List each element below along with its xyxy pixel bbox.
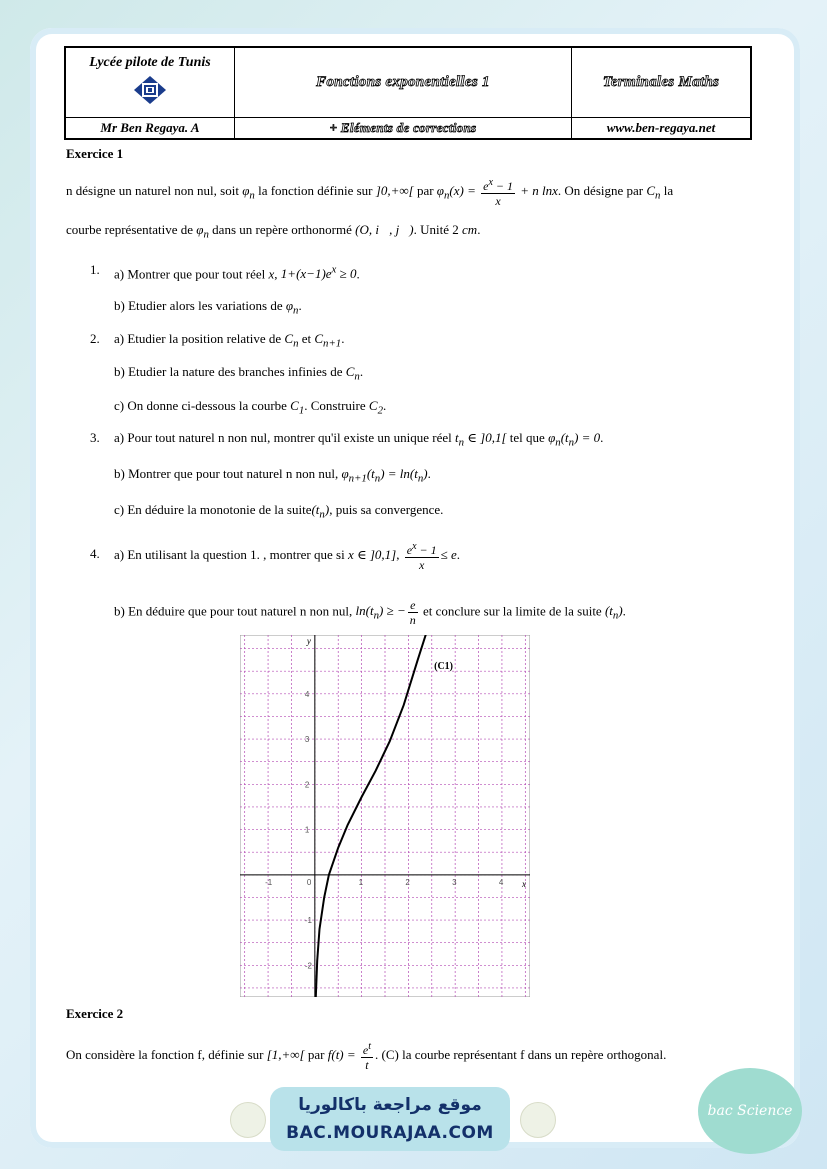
sheet-subtitle: + Eléments de corrections (329, 119, 477, 135)
footer-site[interactable]: BAC.MOURAJAA.COM (286, 1123, 494, 1143)
y-axis-label: y (306, 636, 311, 646)
school-cell (65, 47, 235, 117)
q4-number: 4. (90, 546, 100, 561)
y-tick-label: 1 (304, 825, 310, 835)
q1a: a) Montrer que pour tout réel x, $1+(x-1)e^x \ge 0$. (114, 264, 360, 282)
school-logo-icon (133, 75, 167, 105)
curve-c1-graph (240, 635, 530, 997)
q4a: a) En utilisant la question 1. , montrer que si x ∈ ]0,1], $\frac{e^x - 1}{x}$ ≤ e. (114, 541, 461, 572)
y-tick-label: 4 (304, 689, 310, 699)
footer-badge-right-icon (520, 1102, 556, 1138)
q4a-text: a) En utilisant la question 1. , montrer que si (114, 546, 345, 562)
x-tick-label: -1 (265, 877, 273, 887)
title-cell (235, 47, 572, 117)
intro2-text-b: dans un repère orthonormé (212, 222, 352, 237)
q1b: b) Etudier alors les variations de $\varphi_n$. (114, 298, 302, 317)
q3c-text-2: , puis sa convergence. (329, 502, 444, 517)
ex1-intro-line1: n désigne un naturel non nul, soit $\varphi_n$ la fonction définie sur ]0,+∞[ par $\varphi_n(x)$ = $\frac{e^x - 1}{x}$ + n lnx. On désigne par $C_n$ la (66, 177, 674, 208)
ex2-text-c: . (C) la courbe représentant f dans un repère orthogonal. (375, 1046, 667, 1062)
x-tick-label: 2 (405, 877, 410, 887)
q3b-text: b) Montrer que pour tout naturel n non nul, (114, 466, 339, 481)
q2b: b) Etudier la nature des branches infinies de $C_n$. (114, 364, 364, 383)
level-cell (572, 47, 752, 117)
y-tick-label: 3 (304, 735, 310, 745)
intro-text-b: la fonction définie sur (258, 182, 373, 198)
teacher-name: Mr Ben Regaya. A (65, 117, 235, 139)
unit-label: cm (462, 222, 478, 237)
exercise-1-heading: Exercice 1 (66, 146, 124, 161)
q2-number: 2. (90, 331, 100, 346)
ex1-intro-line2: courbe représentative de $\varphi_n$ dans un repère orthonormé (O, i⃗, j⃗). Unité 2 cm. (66, 222, 481, 241)
q4b-text-2: et conclure sur la limite de la suite (423, 603, 602, 619)
q3a: a) Pour tout naturel n non nul, montrer qu'il existe un unique réel $t_n$ ∈ ]0,1[ tel que $\varphi_n(t_n) = 0$. (114, 430, 604, 449)
curve-c1-label: (C1) (434, 660, 454, 672)
intro-text-c: par (416, 182, 434, 198)
intro-text-a: n désigne un naturel non nul, soit (66, 182, 239, 198)
q3c: c) En déduire la monotonie de la $suite(t_n)$, puis sa convergence. (114, 502, 444, 521)
q4b-text: b) En déduire que pour tout naturel n non nul, (114, 603, 353, 619)
exercise-2-heading: Exercice 2 (66, 1006, 124, 1021)
x-tick-label: 1 (358, 877, 364, 887)
q2a: a) Etudier la position relative de $C_n$ et $C_{n+1}$. (114, 331, 345, 350)
q3c-text: c) En déduire la monotonie de la suite (114, 502, 312, 517)
q4b: b) En déduire que pour tout naturel n non nul, $\ln(t_n)$ ≥ − $\frac{e}{n}$ et conclure sur la limite de la suite $(t_n)$. (114, 598, 626, 627)
q2a-text: a) Etudier la position relative de (114, 331, 282, 346)
q2c-text: c) On donne ci-dessous la courbe (114, 398, 287, 413)
q1a-text: a) Montrer que pour tout réel (114, 266, 266, 282)
x-tick-label: 4 (498, 877, 504, 887)
sheet-title: Fonctions exponentielles 1 (316, 73, 490, 90)
y-tick-label: -2 (304, 961, 312, 971)
footer-badge-left-icon (230, 1102, 266, 1138)
website-link[interactable]: www.ben-regaya.net (572, 117, 752, 139)
ex2-text-b: par (307, 1046, 325, 1062)
q1-number: 1. (90, 262, 100, 277)
q3a-text-2: tel que (509, 430, 545, 445)
x-tick-label: 0 (306, 877, 312, 887)
footer-arabic: موقع مراجعة باكالوريا (298, 1095, 482, 1115)
footer-banner[interactable] (270, 1087, 510, 1151)
q2b-text: b) Etudier la nature des branches infinies de (114, 364, 343, 379)
bac-science-logo: bac Science (698, 1068, 802, 1154)
x-axis-label: x (522, 878, 526, 889)
intro-text-e: la (663, 182, 674, 198)
q1b-text: b) Etudier alors les variations de (114, 298, 283, 313)
x-tick-label: 3 (452, 877, 457, 887)
intro2-text-a: courbe représentative de (66, 222, 194, 237)
q3-number: 3. (90, 430, 100, 445)
q2c-text-2: . Construire (304, 398, 366, 413)
school-name: Lycée pilote de Tunis (89, 55, 211, 71)
intro2-text-c: . Unité 2 (413, 222, 459, 237)
ex2-text-a: On considère la fonction f, définie sur (66, 1046, 264, 1062)
intro-text-d: . On désigne par (557, 182, 644, 198)
level-label: Terminales Maths (602, 73, 720, 90)
q3b: b) Montrer que pour tout naturel n non nul, $\varphi_{n+1}(t_n) = \ln(t_n)$. (114, 466, 431, 485)
ex2-statement: On considère la fonction f, définie sur [1,+∞[ par f(t) = $\frac{e^t}{t}$ . (C) la courbe représentant f dans un repère orthogonal. (66, 1041, 667, 1072)
y-tick-label: -1 (304, 916, 312, 926)
subtitle-cell (235, 117, 572, 139)
q3a-text: a) Pour tout naturel n non nul, montrer qu'il existe un unique réel (114, 430, 452, 445)
header-table (64, 46, 752, 140)
q2c: c) On donne ci-dessous la courbe $C_1$. Construire $C_2$. (114, 398, 387, 417)
y-tick-label: 2 (304, 780, 310, 790)
